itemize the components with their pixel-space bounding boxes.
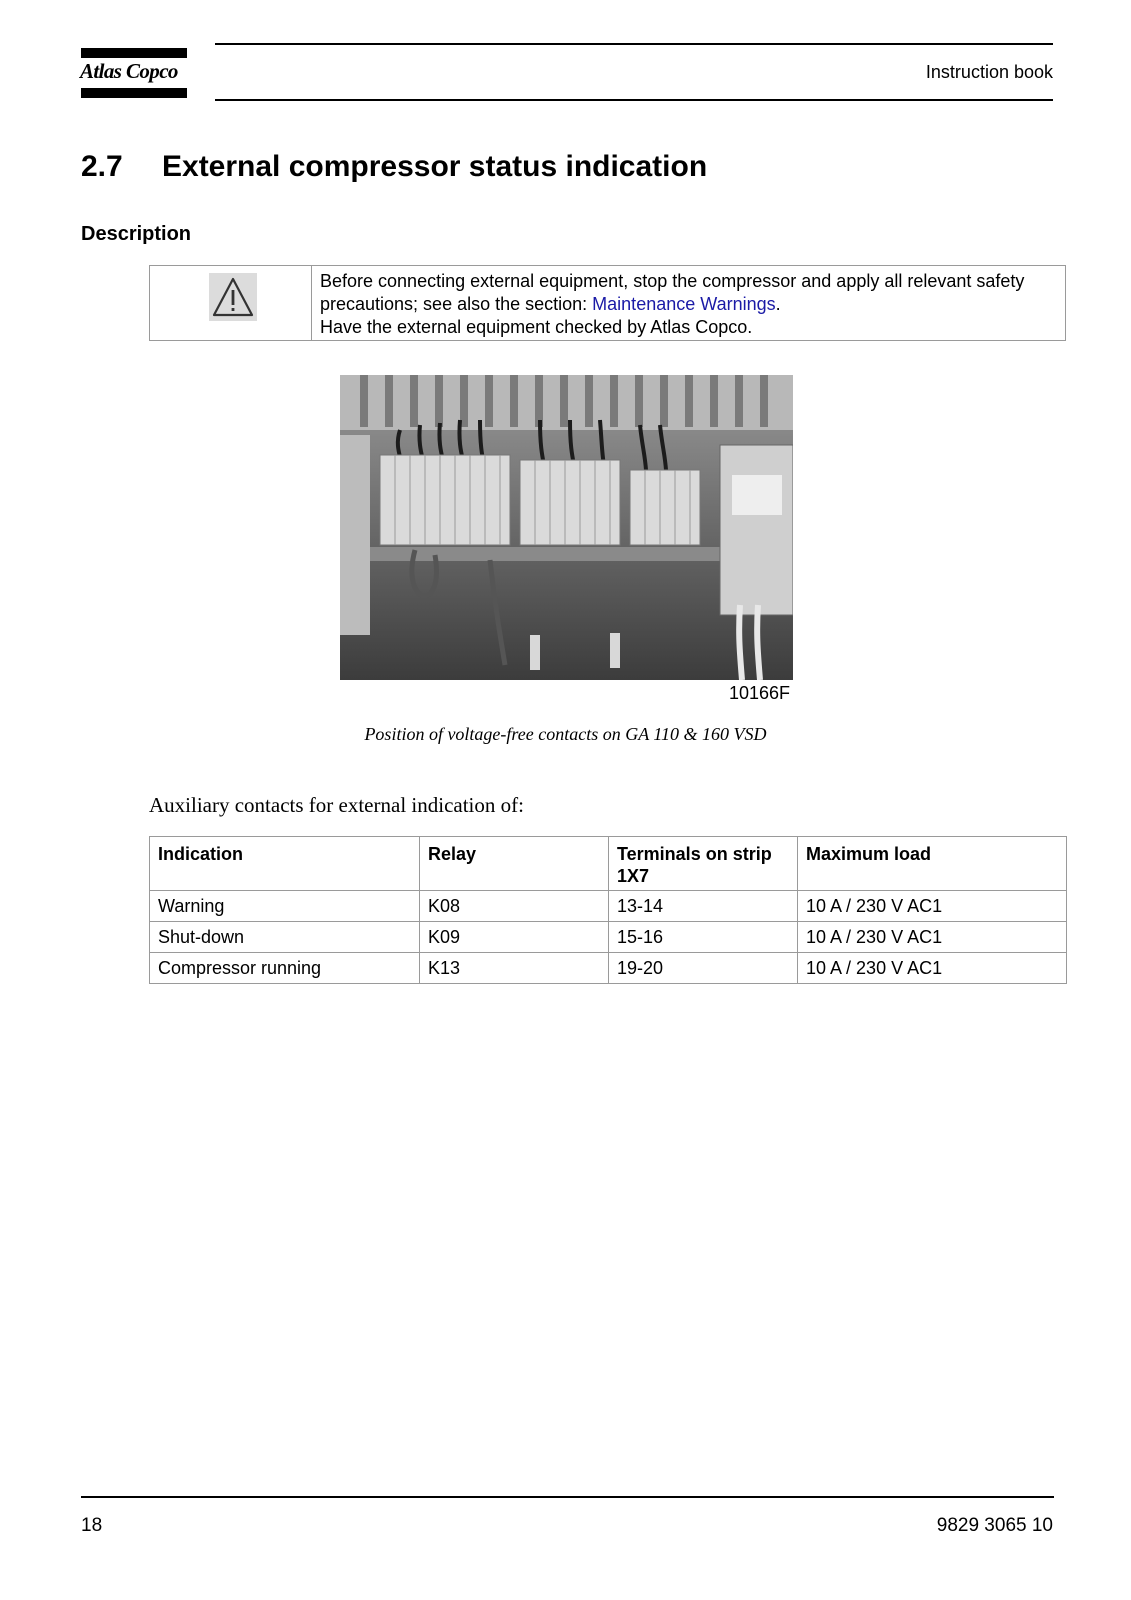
warning-triangle-icon: [209, 273, 257, 321]
image-id: 10166F: [728, 683, 790, 703]
header-title: Instruction book: [925, 62, 1053, 82]
maintenance-warnings-link[interactable]: Maintenance Warnings: [592, 294, 776, 314]
terminal-strip-photo: [340, 375, 793, 680]
table-cell: K13: [420, 953, 609, 984]
footer-rule: [81, 1496, 1054, 1498]
table-row: [150, 953, 1067, 984]
figure-caption: Position of voltage-free contacts on GA 110 & 160 VSD: [364, 724, 767, 744]
warning-text-part2: .: [775, 294, 781, 314]
table-cell: 13-14: [609, 891, 798, 922]
auxiliary-contacts-table: [149, 836, 1067, 984]
table-cell: 10 A / 230 V AC1: [798, 953, 1067, 984]
warning-box: [149, 265, 1066, 341]
column-header: Terminals on strip 1X7: [609, 837, 798, 891]
logo-bar-top: [81, 48, 187, 58]
logo-bar-bottom: [81, 88, 187, 98]
table-cell: Warning: [150, 891, 420, 922]
logo: Atlas Copco: [80, 59, 178, 83]
table-cell: Shut-down: [150, 922, 420, 953]
table-header-row: [150, 837, 1067, 891]
page-number: 18: [81, 1515, 103, 1536]
section-number: 2.7: [81, 150, 123, 183]
section-title: External compressor status indication: [162, 150, 708, 183]
warning-text-part1: Before connecting external equipment, stop the compressor and apply all relevant safety precautions; see also the section:: [320, 271, 1025, 314]
table-cell: 10 A / 230 V AC1: [798, 922, 1067, 953]
header-rule-bottom: [215, 99, 1053, 101]
document-number: 9829 3065 10: [936, 1515, 1053, 1536]
warning-text-line2: Have the external equipment checked by Atlas Copco.: [320, 317, 753, 337]
column-header: Relay: [420, 837, 609, 891]
table-cell: Compressor running: [150, 953, 420, 984]
table-cell: K09: [420, 922, 609, 953]
warning-text: [320, 270, 1060, 339]
warning-divider: [311, 266, 312, 340]
description-heading: Description: [81, 223, 192, 245]
column-header: Indication: [150, 837, 420, 891]
table-cell: 19-20: [609, 953, 798, 984]
table-cell: K08: [420, 891, 609, 922]
column-header: Maximum load: [798, 837, 1067, 891]
intro-text: Auxiliary contacts for external indication of:: [149, 793, 524, 817]
table-cell: 10 A / 230 V AC1: [798, 891, 1067, 922]
header-rule-top: [215, 43, 1053, 45]
table-row: [150, 891, 1067, 922]
table-row: [150, 922, 1067, 953]
table-cell: 15-16: [609, 922, 798, 953]
